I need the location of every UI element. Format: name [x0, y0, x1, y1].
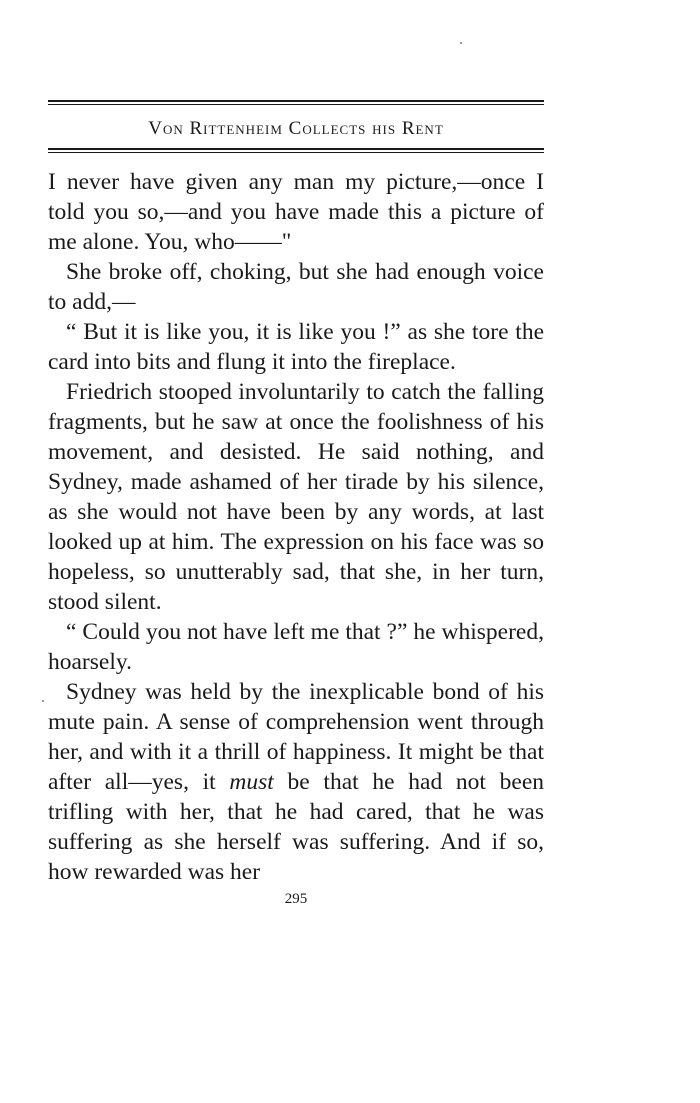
paragraph-text: She broke off, choking, but she had enough voice to add,—	[48, 259, 544, 315]
running-head: Von Rittenheim Collects his Rent	[148, 118, 444, 139]
paragraph	[48, 677, 544, 887]
page-speck	[42, 700, 44, 702]
italic-text: must	[229, 769, 274, 795]
paragraph	[48, 377, 544, 617]
paragraph-text: Friedrich stooped involuntarily to catch the falling fragments, but he saw at once the foolishness of his movement, and desisted. He said nothing, and Sydney, made ashamed of her tirade by his silence, as she would not have been by any words, at last looked up at him. The expression on his face was so hopeless, so unutterably sad, that she, in her turn, stood silent.	[48, 379, 544, 615]
paragraph-text: “ But it is like you, it is like you !” as she tore the card into bits and flung it into the fireplace.	[48, 319, 544, 375]
body-text	[48, 167, 544, 887]
paragraph-text: be that he had not been trifling with her, that he had cared, that he was suffering as she herself was suffering. And if so, how rewarded was her	[48, 769, 544, 885]
book-page	[48, 100, 544, 908]
paragraph-text: I never have given any man my picture,—once I told you so,—and you have made this a picture of me alone. You, who——"	[48, 169, 544, 255]
paragraph	[48, 167, 544, 257]
paragraph	[48, 257, 544, 317]
page-speck	[460, 42, 462, 44]
paragraph	[48, 317, 544, 377]
page-number: 295	[284, 891, 308, 907]
paragraph-text: Sydney was held by the inexplicable bond of his mute pain. A sense of comprehension went through her, and with it a thrill of happiness. It might be that after all—yes, it	[48, 679, 544, 795]
paragraph-text: “ Could you not have left me that ?” he whispered, hoarsely.	[48, 619, 544, 675]
header-rule-bottom	[48, 148, 544, 153]
paragraph	[48, 617, 544, 677]
